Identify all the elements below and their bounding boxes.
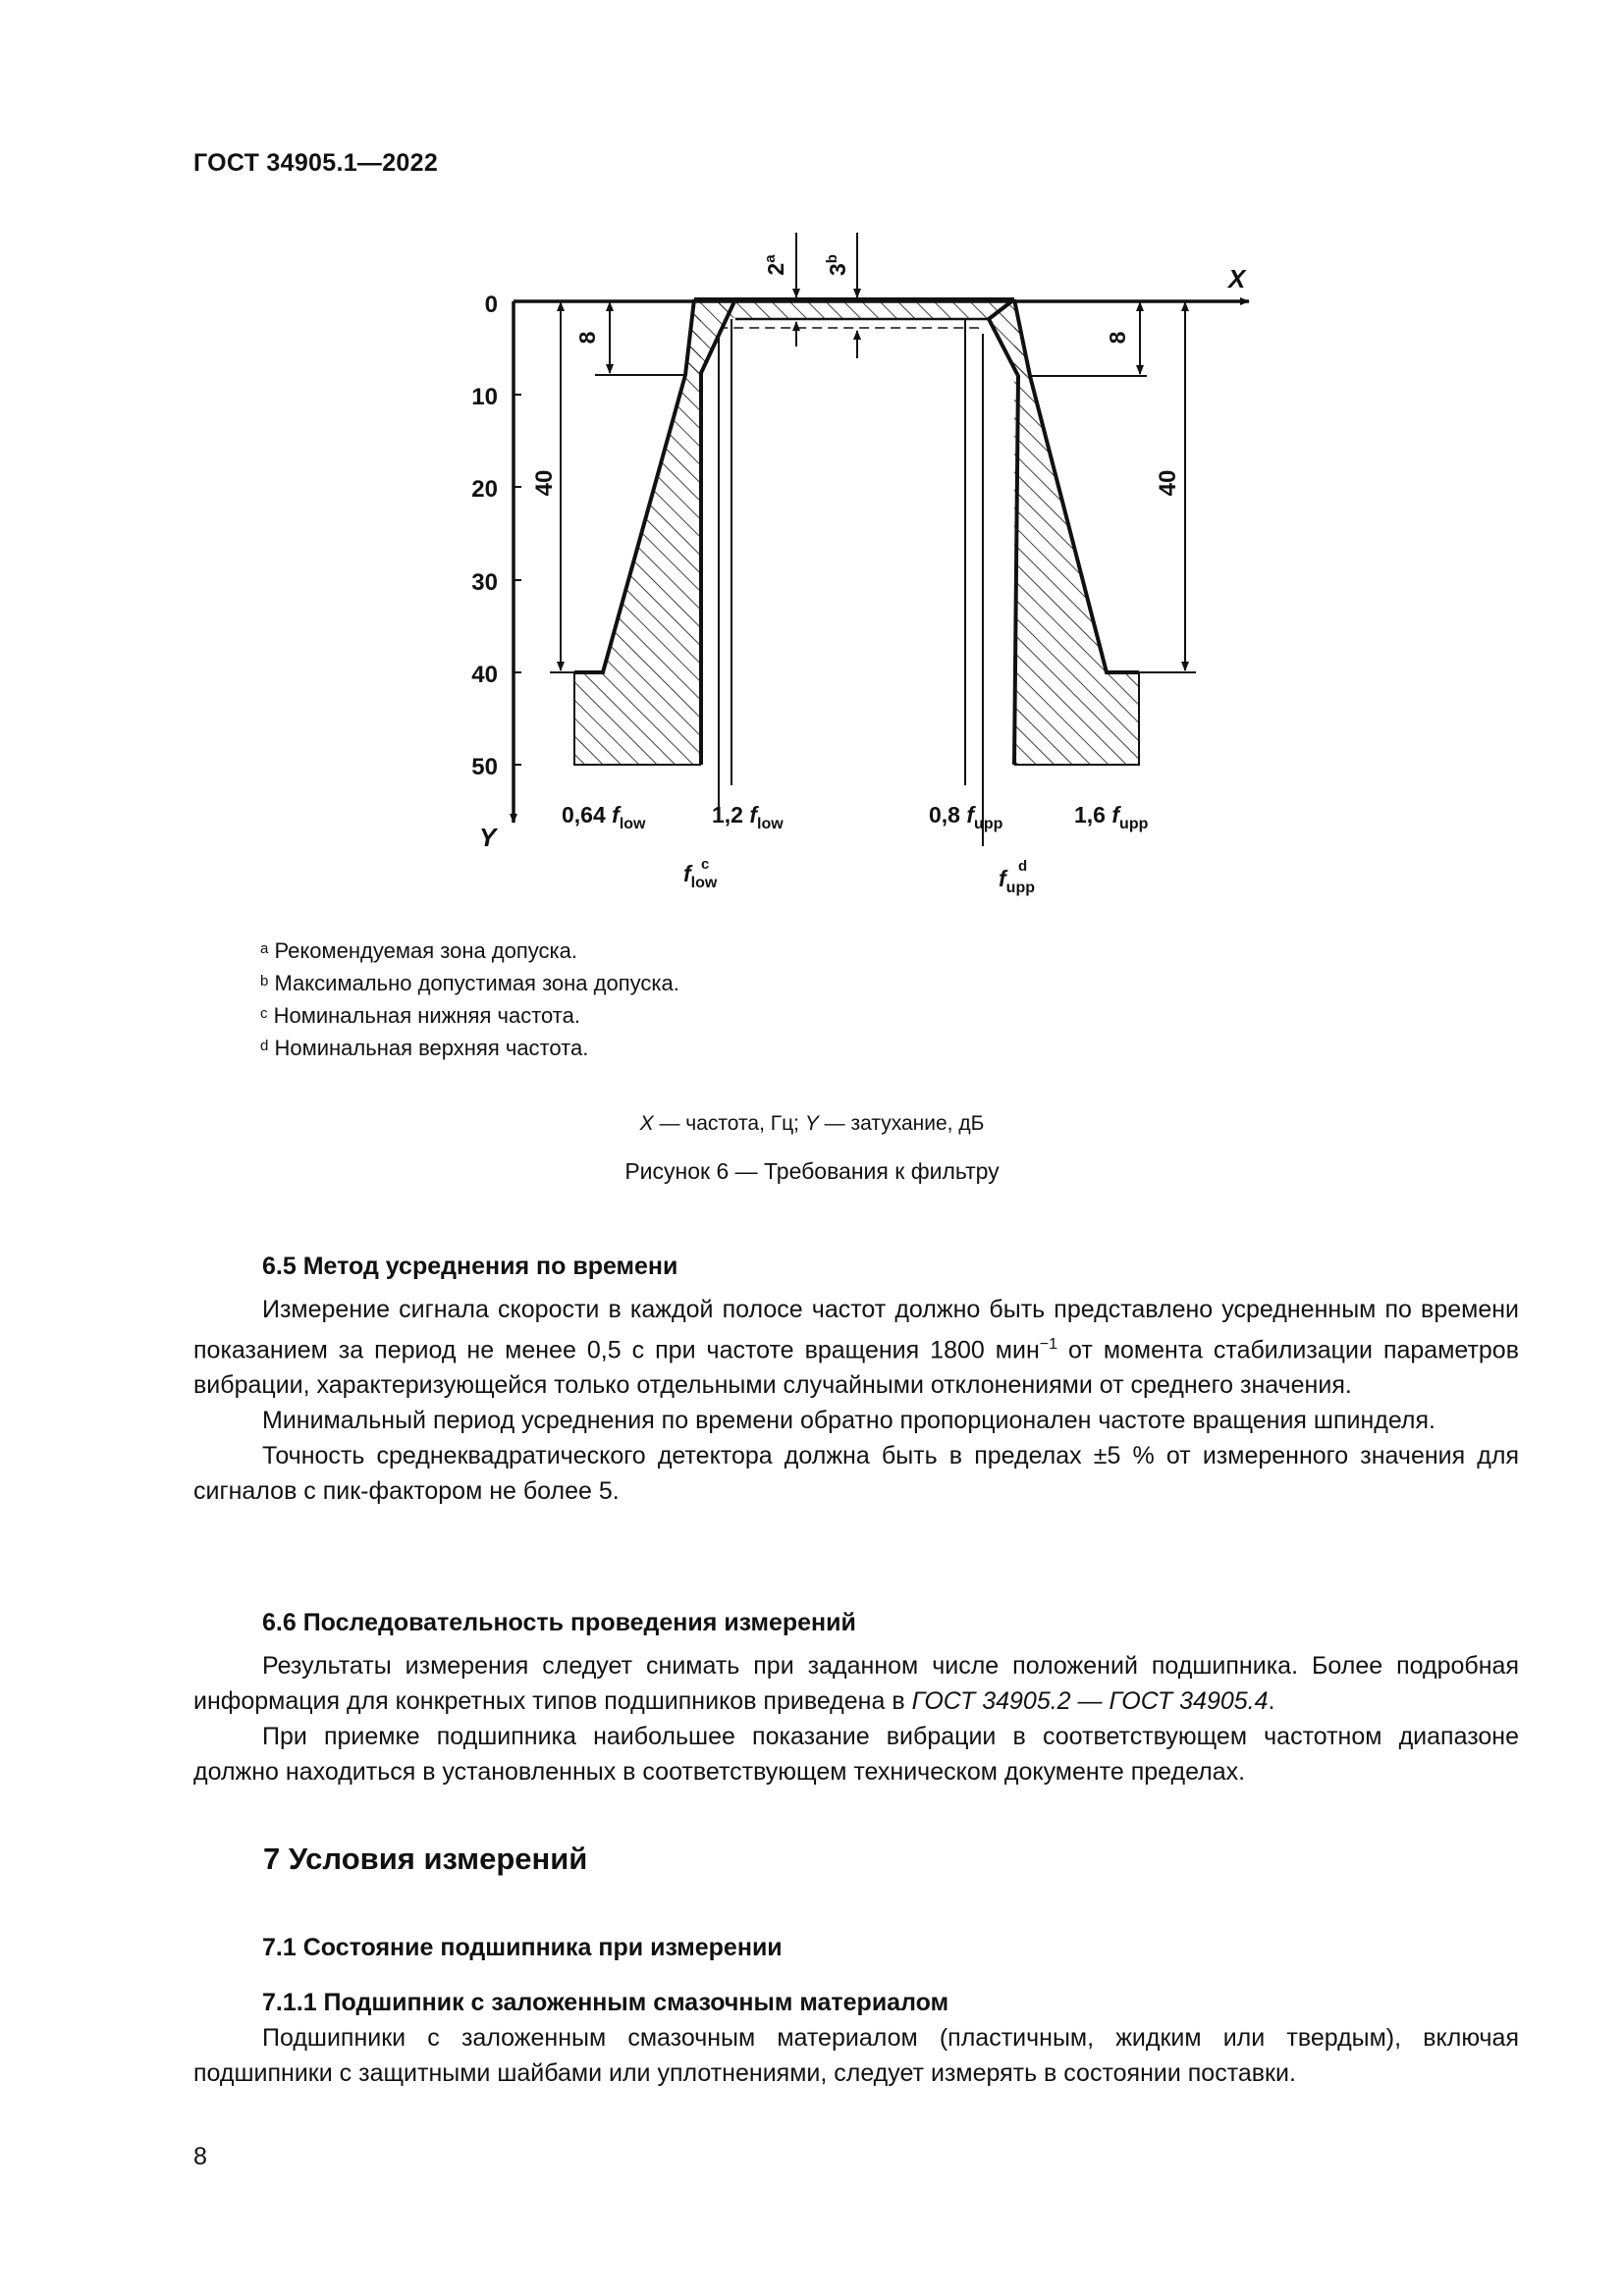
figure-legend: X — частота, Гц; Y — затухание, дБ [639,1112,985,1135]
y-tick-label: 20 [471,476,498,503]
section-7-1 [193,1930,1519,1965]
y-tick-label: 30 [471,569,498,596]
figure-caption: Рисунок 6 — Требования к фильтру [624,1158,1000,1184]
note-a: $^a$ Рекомендуемая зона допуска. [260,938,578,963]
right-inner-boundary [989,299,1018,765]
y-tick-label: 0 [484,292,498,318]
section-7-1-1 [193,1985,1519,2091]
page-number: 8 [193,2143,207,2170]
freq-label-1-2-flow: 1,2 $f_{low}$ [712,802,784,832]
note-d: $^d$ Номинальная верхняя частота. [260,1036,589,1060]
note-c: $^c$ Номинальная нижняя частота. [260,1003,580,1028]
frequency-leaders [719,319,983,846]
left-dim-40: 40 [531,469,558,497]
right-stopband-zone [1014,299,1139,765]
right-dim-8: 8 [1105,331,1130,345]
freq-label-fupp-sup: d [1018,858,1028,875]
section-6-5 [193,1249,1519,1509]
paragraph: Результаты измерения следует снимать при заданном числе положений подшипника. Более подробная информация для конкретных типов подшипников приведена в ГОСТ 34905.2 — ГОСТ 34905.4. [193,1652,1519,1715]
filter-requirements-figure [0,0,1624,942]
section-heading: 6.6 Последовательность проведения измерений [262,1609,856,1636]
paragraph: Подшипники с заложенным смазочным материалом (пластичным, жидким или твердым), включая подшипники с защитными шайбами или уплотнениями, следует измерять в состоянии поставки. [193,2024,1519,2087]
y-tick-labels [471,292,498,780]
freq-label-fupp-nominal: $f_{upp}$ [999,866,1035,896]
top-dim-2: 2$^a$ [762,254,788,276]
section-heading: 7.1.1 Подшипник с заложенным смазочным материалом [262,1989,949,2016]
paragraph: При приемке подшипника наибольшее показание вибрации в соответствующем частотном диапазоне должно находиться в установленных в соответствующем техническом документе пределах. [193,1723,1519,1786]
note-b: $^b$ Максимально допустимая зона допуска. [260,971,679,995]
y-axis-label: Y [479,823,497,852]
right-dim-40: 40 [1155,469,1181,497]
top-dim-3: 3$^b$ [824,254,850,276]
figure-notes [260,934,679,1064]
section-6-6 [193,1605,1519,1789]
frequency-labels [562,802,1149,896]
section-7-heading: 7 Условия измерений [263,1842,588,1876]
freq-label-0-64-flow: 0,64 $f_{low}$ [562,802,646,832]
freq-label-flow-nominal: $f_{low}$ [683,861,718,891]
freq-label-0-8-fupp: 0,8 $f_{upp}$ [929,802,1003,832]
paragraph: Минимальный период усреднения по времени обратно пропорционален частоте вращения шпинделя. [262,1407,1435,1435]
paragraph: Измерение сигнала скорости в каждой полосе частот должно быть представлено усредненным по времени показанием за период не менее 0,5 с при частоте вращения 1800 мин$^{-1}$ от момента стабилизации параметров вибрации, характеризующейся только отдельными случайными отклонениями от среднего значения. [193,1296,1519,1400]
paragraph: Точность среднеквадратического детектора должна быть в пределах ±5 % от измеренного значения для сигналов с пик-фактором не более 5. [193,1442,1519,1506]
tolerance-zones [574,299,1139,765]
section-heading: 7.1 Состояние подшипника при измерении [262,1934,783,1961]
freq-label-1-6-fupp: 1,6 $f_{upp}$ [1074,802,1149,832]
y-tick-label: 50 [471,754,498,780]
x-axis-label: X [1228,264,1246,294]
y-tick-label: 40 [471,662,498,688]
recommended-zone-dashed [719,328,983,331]
top-dimensions [796,233,857,358]
document-header: ГОСТ 34905.1—2022 [193,149,439,177]
section-heading: 6.5 Метод усреднения по времени [262,1253,678,1280]
y-tick-label: 10 [471,384,498,410]
left-dim-8: 8 [574,331,600,345]
freq-label-flow-sup: c [701,856,710,873]
left-stopband-zone [574,299,701,765]
top-dim-labels [762,254,850,276]
